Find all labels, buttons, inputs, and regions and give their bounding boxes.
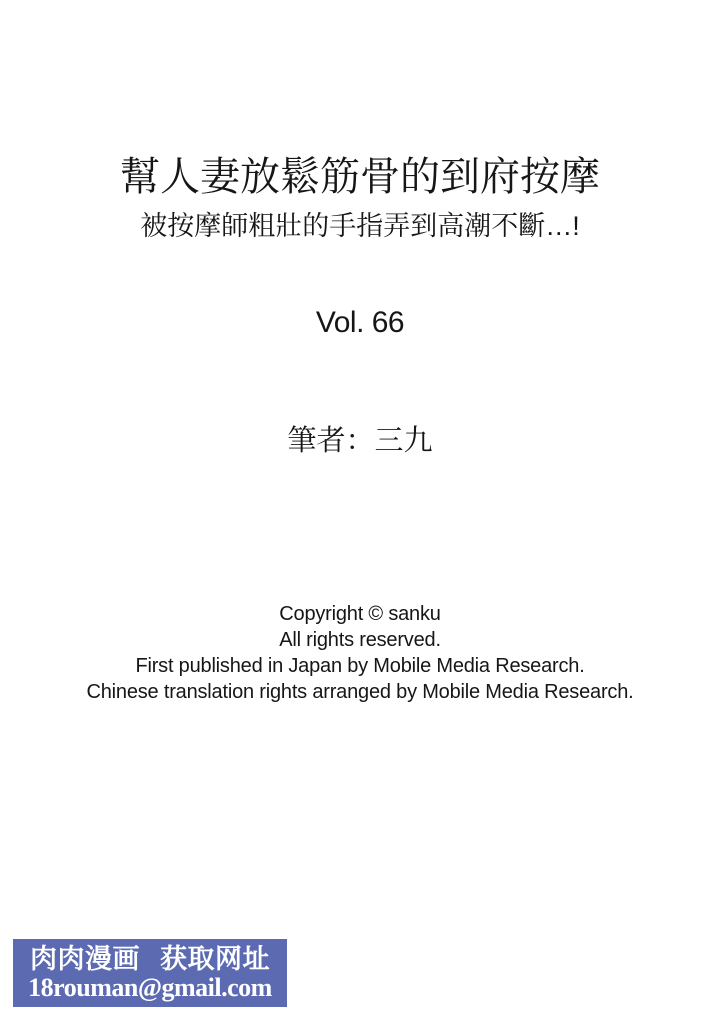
series-subtitle: 被按摩師粗壯的手指弄到高潮不斷…! [140,211,580,241]
volume-number: Vol. 66 [315,306,405,339]
watermark-site-name: 肉肉漫画 [30,943,140,974]
watermark-title-line [30,945,270,973]
copyright-line: First published in Japan by Mobile Media Research. [135,655,585,677]
copyright-line: All rights reserved. [279,629,441,651]
watermark-email: 18rouman@gmail.com [28,973,272,1003]
series-title: 幫人妻放鬆筋骨的到府按摩 [120,155,600,199]
watermark-cta: 获取网址 [160,943,270,974]
copyright-block [0,601,720,705]
watermark-banner [13,939,287,1007]
author-credit: 筆者：三九 [287,425,433,457]
copyright-line: Chinese translation rights arranged by Mobile Media Research. [86,681,634,703]
copyright-line: Copyright © sanku [279,603,441,625]
